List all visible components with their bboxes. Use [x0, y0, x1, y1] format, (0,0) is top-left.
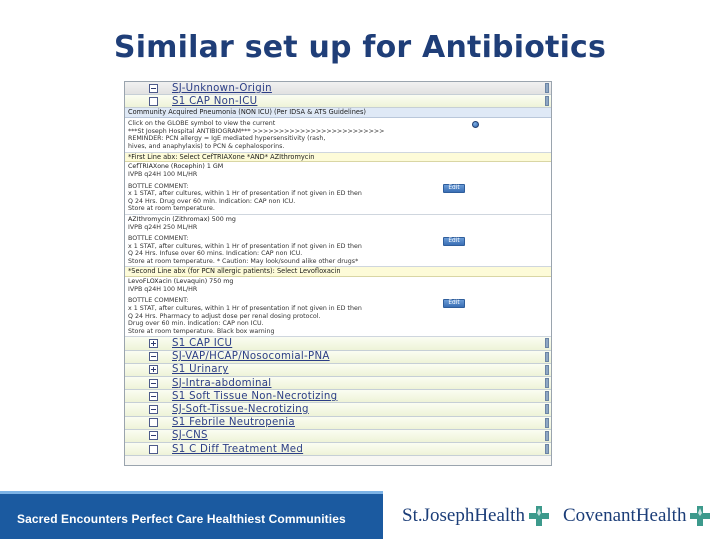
collapse-toggle-icon[interactable] — [149, 379, 158, 388]
first-line-header: *First Line abx: Select CefTRIAXone *AND* AZIthromycin — [125, 153, 551, 163]
footer-bar — [0, 491, 383, 539]
order-folder-row[interactable] — [125, 443, 551, 456]
order-folder-label[interactable]: SJ-Soft-Tissue-Necrotizing — [172, 403, 309, 415]
order-folder-label[interactable]: S1 CAP Non-ICU — [172, 95, 258, 107]
comment-line: x 1 STAT, after cultures, within 1 Hr of presentation if not given in ED then — [128, 190, 362, 198]
order-item[interactable] — [125, 277, 551, 337]
collapse-toggle-icon[interactable] — [149, 405, 158, 414]
comment-line: Drug over 60 min. Indication: CAP non ICU. — [128, 320, 264, 328]
order-folder-row[interactable] — [125, 95, 551, 108]
collapse-toggle-icon[interactable] — [149, 352, 158, 361]
scroll-handle[interactable] — [545, 338, 549, 348]
scroll-handle[interactable] — [545, 391, 549, 401]
drug-name[interactable]: LevoFLOXacin (Levaquin) 750 mg — [128, 278, 234, 286]
scroll-handle[interactable] — [545, 365, 549, 375]
order-folder-row[interactable] — [125, 364, 551, 377]
order-folder-label[interactable]: S1 Soft Tissue Non-Necrotizing — [172, 390, 338, 402]
scroll-handle[interactable] — [545, 378, 549, 388]
note-line: ***St Joseph Hospital ANTIBIOGRAM*** >>>>>>>>>>>>>>>>>>>>>>>>> — [128, 127, 385, 135]
order-folder-row[interactable] — [125, 337, 551, 350]
scroll-handle[interactable] — [545, 418, 549, 428]
scroll-handle[interactable] — [545, 352, 549, 362]
drug-detail: IVPB q24H 100 ML/HR — [128, 285, 198, 293]
slide-title: Similar set up for Antibiotics — [113, 30, 607, 65]
scroll-handle[interactable] — [545, 444, 549, 454]
antibiogram-note — [125, 118, 551, 152]
checkbox-icon[interactable] — [149, 445, 158, 454]
note-line: Click on the GLOBE symbol to view the current — [128, 120, 276, 128]
drug-detail: IVPB q24H 100 ML/HR — [128, 170, 198, 178]
order-item[interactable] — [125, 162, 551, 215]
cross-logo-icon — [528, 505, 550, 527]
footer-tagline: Sacred Encounters Perfect Care Healthiest Communities — [17, 512, 346, 526]
edit-button[interactable]: Edit — [443, 184, 465, 193]
checkbox-icon[interactable] — [149, 97, 158, 106]
comment-label: BOTTLE COMMENT: — [128, 297, 189, 305]
note-line: hives, and anaphylaxis) to PCN & cephalosporins. — [128, 142, 285, 150]
scroll-handle[interactable] — [545, 96, 549, 106]
comment-label: BOTTLE COMMENT: — [128, 235, 189, 243]
covenant-health-logo — [563, 502, 711, 530]
order-folder-label[interactable]: SJ-CNS — [172, 430, 208, 442]
drug-name[interactable]: CefTRIAXone (Rocephin) 1 GM — [128, 163, 224, 171]
order-folder-row[interactable] — [125, 430, 551, 443]
order-folder-row[interactable] — [125, 417, 551, 430]
scroll-handle[interactable] — [545, 404, 549, 414]
scroll-handle[interactable] — [545, 431, 549, 441]
comment-line: Q 24 Hrs. Drug over 60 min. Indication: CAP non ICU. — [128, 197, 296, 205]
category-header: Community Acquired Pneumonia (NON ICU) (Per IDSA & ATS Guidelines) — [125, 108, 551, 118]
cross-logo-icon — [689, 505, 711, 527]
expand-toggle-icon[interactable] — [149, 365, 158, 374]
second-line-header: *Second Line abx (for PCN allergic patients): Select Levofloxacin — [125, 267, 551, 277]
collapse-toggle-icon[interactable] — [149, 392, 158, 401]
order-folder-label[interactable]: S1 Febrile Neutropenia — [172, 417, 295, 429]
order-set-screenshot — [124, 81, 552, 466]
order-folder-row[interactable] — [125, 82, 551, 95]
logo-text: St.JosephHealth — [402, 505, 525, 526]
order-folder-row[interactable] — [125, 403, 551, 416]
order-folder-label[interactable]: S1 CAP ICU — [172, 338, 233, 350]
expand-toggle-icon[interactable] — [149, 339, 158, 348]
edit-button[interactable]: Edit — [443, 299, 465, 308]
drug-name[interactable]: AZIthromycin (Zithromax) 500 mg — [128, 215, 236, 223]
st-joseph-health-logo — [402, 502, 550, 530]
order-folder-row[interactable] — [125, 351, 551, 364]
comment-line: Q 24 Hrs. Infuse over 60 mins. Indication: CAP non ICU. — [128, 250, 303, 258]
order-folder-label[interactable]: SJ-VAP/HCAP/Nosocomial-PNA — [172, 351, 330, 363]
order-folder-label[interactable]: S1 Urinary — [172, 364, 229, 376]
scroll-handle[interactable] — [545, 83, 549, 93]
note-line: REMINDER: PCN allergy = IgE mediated hypersensitivity (rash, — [128, 135, 326, 143]
logo-text: CovenantHealth — [563, 505, 687, 526]
comment-line: x 1 STAT, after cultures, within 1 Hr of presentation if not given in ED then — [128, 305, 362, 313]
checkbox-icon[interactable] — [149, 418, 158, 427]
comment-label: BOTTLE COMMENT: — [128, 182, 189, 190]
order-item[interactable] — [125, 215, 551, 268]
collapse-toggle-icon[interactable] — [149, 431, 158, 440]
comment-line: Q 24 Hrs. Pharmacy to adjust dose per renal dosing protocol. — [128, 312, 321, 320]
order-folder-label[interactable]: SJ-Unknown-Origin — [172, 82, 272, 94]
collapse-toggle-icon[interactable] — [149, 84, 158, 93]
comment-line: Store at room temperature. * Caution: May look/sound alike other drugs* — [128, 257, 359, 265]
comment-line: Store at room temperature. Black box warning — [128, 327, 275, 335]
comment-line: Store at room temperature. — [128, 205, 215, 213]
drug-detail: IVPB q24H 250 ML/HR — [128, 223, 198, 231]
order-folder-row[interactable] — [125, 377, 551, 390]
order-folder-row[interactable] — [125, 390, 551, 403]
order-folder-label[interactable]: SJ-Intra-abdominal — [172, 377, 272, 389]
edit-button[interactable]: Edit — [443, 237, 465, 246]
order-folder-label[interactable]: S1 C Diff Treatment Med — [172, 443, 304, 455]
comment-line: x 1 STAT, after cultures, within 1 Hr of presentation if not given in ED then — [128, 242, 362, 250]
